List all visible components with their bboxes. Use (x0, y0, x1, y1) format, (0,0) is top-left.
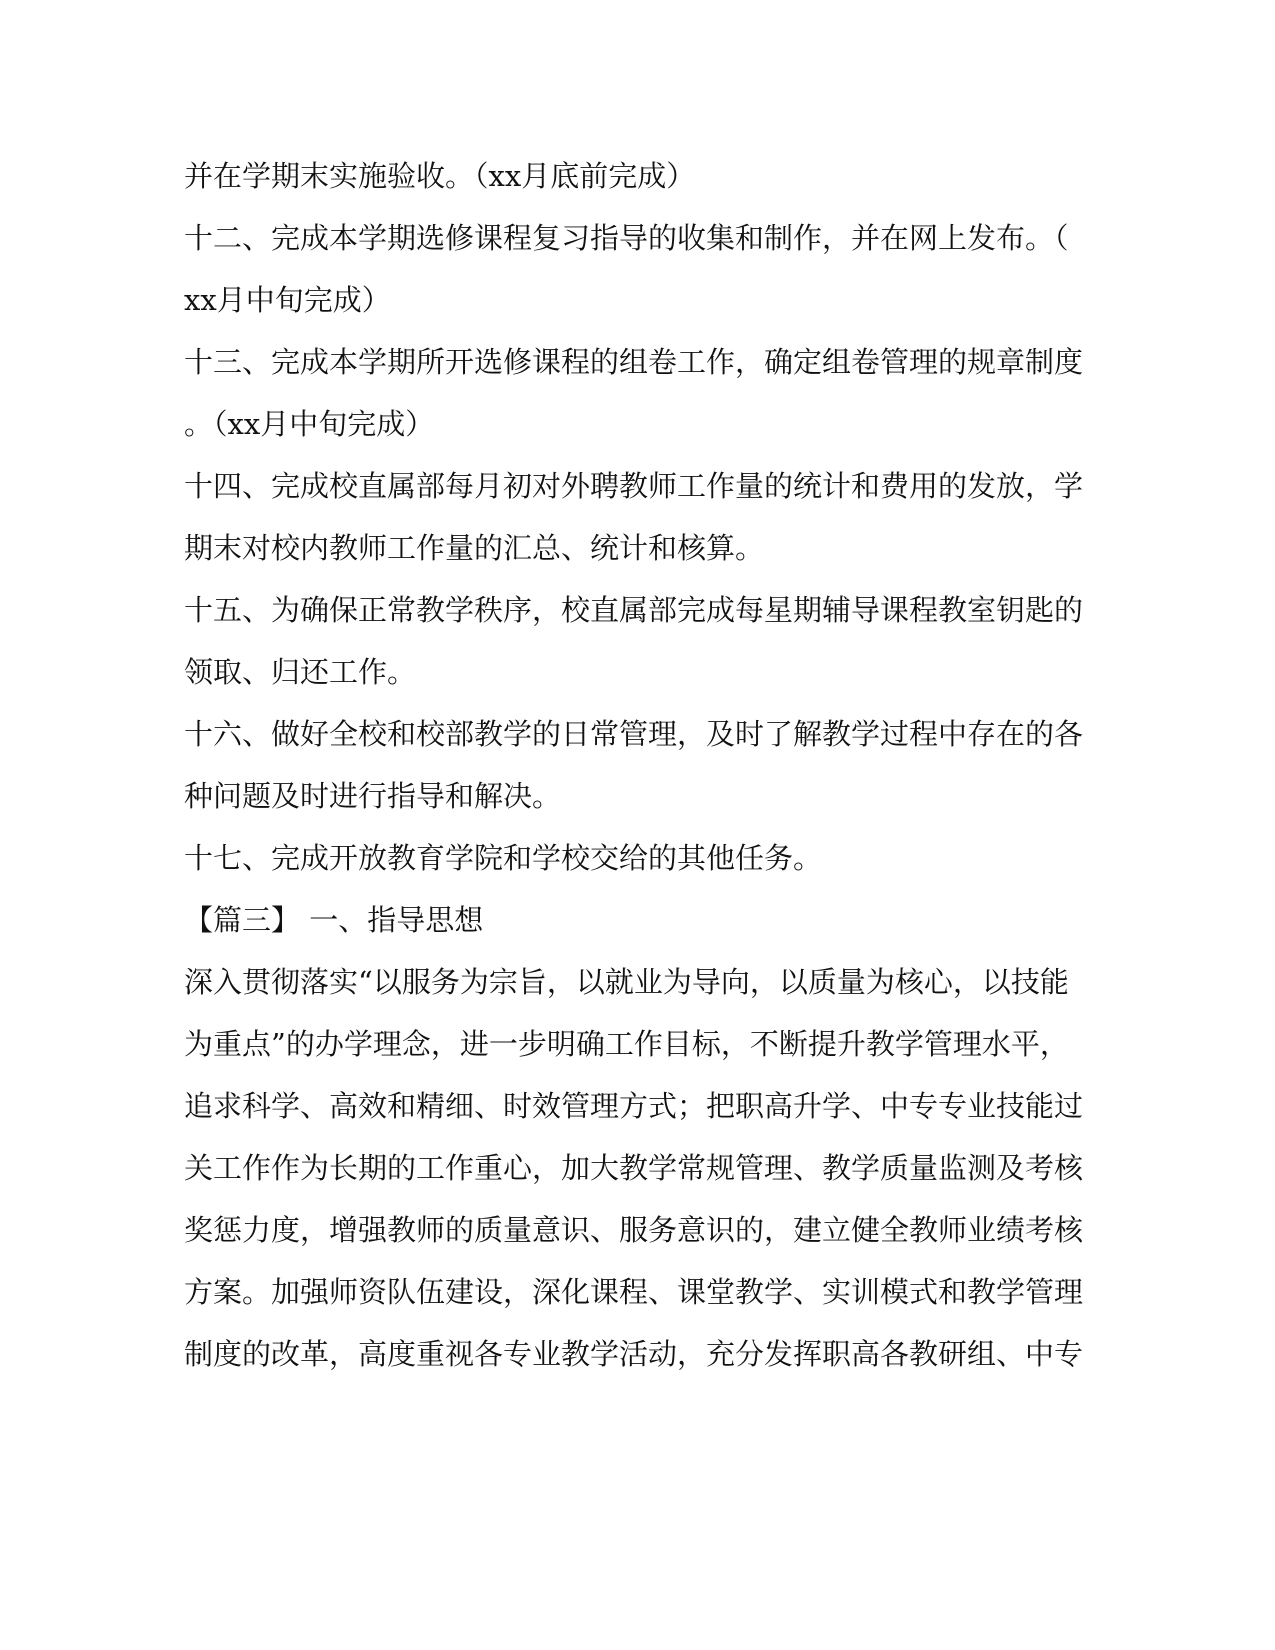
text-line: 十七、完成开放教育学院和学校交给的其他任务。 (184, 841, 823, 875)
text-line: xx月中旬完成） (184, 283, 391, 317)
text-line: 方案。加强师资队伍建设，深化课程、课堂教学、实训模式和教学管理 (184, 1275, 1084, 1309)
text-line: 领取、归还工作。 (184, 655, 417, 689)
text-line: 十二、完成本学期选修课程复习指导的收集和制作，并在网上发布。（ (184, 221, 1069, 255)
text-line: 种问题及时进行指导和解决。 (184, 779, 562, 813)
text-line: 关工作作为长期的工作重心，加大教学常规管理、教学质量监测及考核 (184, 1151, 1084, 1185)
text-line: 十三、完成本学期所开选修课程的组卷工作，确定组卷管理的规章制度 (184, 345, 1084, 379)
text-line: 期末对校内教师工作量的汇总、统计和核算。 (184, 531, 765, 565)
text-line: 为重点”的办学理念，进一步明确工作目标，不断提升教学管理水平， (184, 1027, 1069, 1061)
text-line: 奖惩力度，增强教师的质量意识、服务意识的，建立健全教师业绩考核 (184, 1213, 1084, 1247)
text-line: 十六、做好全校和校部教学的日常管理，及时了解教学过程中存在的各 (184, 717, 1084, 751)
section-heading: 【篇三】 一、指导思想 (184, 903, 484, 937)
text-line: 深入贯彻落实“以服务为宗旨，以就业为导向，以质量为核心，以技能 (184, 965, 1069, 999)
text-line: 制度的改革，高度重视各专业教学活动，充分发挥职高各教研组、中专 (184, 1337, 1084, 1371)
text-line: 追求科学、高效和精细、时效管理方式；把职高升学、中专专业技能过 (184, 1089, 1084, 1123)
text-line: 并在学期末实施验收。（xx月底前完成） (184, 159, 696, 193)
text-line: 。（xx月中旬完成） (184, 407, 435, 441)
text-line: 十四、完成校直属部每月初对外聘教师工作量的统计和费用的发放，学 (184, 469, 1084, 503)
text-line: 十五、为确保正常教学秩序，校直属部完成每星期辅导课程教室钥匙的 (184, 593, 1084, 627)
